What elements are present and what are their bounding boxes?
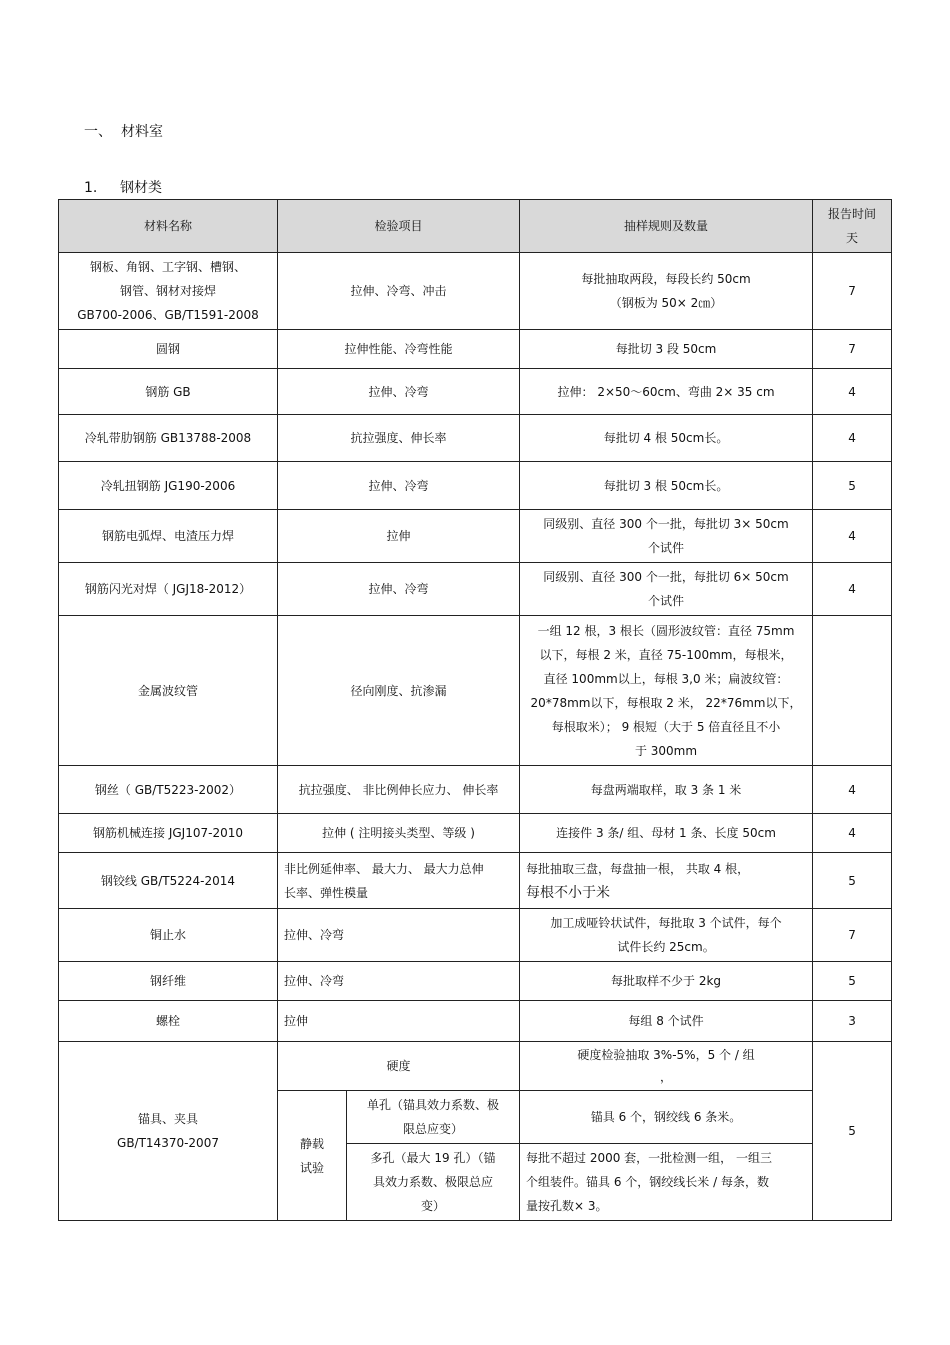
report-days: 5 bbox=[813, 462, 892, 510]
table-row bbox=[59, 415, 892, 462]
sampling-rule: 加工成哑铃状试件，每批取 3 个试件，每个 试件长约 25cm。 bbox=[520, 909, 813, 962]
table-row bbox=[59, 853, 892, 909]
material-name: 钢筋 GB bbox=[59, 369, 278, 415]
header-test: 检验项目 bbox=[278, 200, 520, 253]
test-items: 拉伸、冷弯、冲击 bbox=[278, 253, 520, 330]
subsection-title: 钢材类 bbox=[120, 180, 162, 196]
sampling-rule: 每批切 3 根 50cm长。 bbox=[520, 462, 813, 510]
report-days bbox=[813, 616, 892, 766]
table-row bbox=[59, 1001, 892, 1042]
test-items: 拉伸、冷弯 bbox=[278, 369, 520, 415]
test-items: 拉伸、冷弯 bbox=[278, 962, 520, 1001]
section-heading bbox=[84, 121, 163, 141]
report-days: 4 bbox=[813, 766, 892, 814]
sampling-rule: 每批不超过 2000 套，一批检测一组， 一组三 个组装件。锚具 6 个，钢绞线长米 / 每条，数 量按孔数× 3。 bbox=[520, 1144, 813, 1221]
sampling-rule: 每批切 3 段 50cm bbox=[520, 330, 813, 369]
header-days: 报告时间 天 bbox=[813, 200, 892, 253]
material-name: 钢筋机械连接 JGJ107-2010 bbox=[59, 814, 278, 853]
subsection-heading bbox=[84, 177, 162, 197]
sampling-rule-line: 每根不小于米 bbox=[526, 884, 611, 901]
report-days: 5 bbox=[813, 853, 892, 909]
report-days: 4 bbox=[813, 415, 892, 462]
static-load-test-label: 静载 试验 bbox=[278, 1091, 347, 1221]
table-row bbox=[59, 962, 892, 1001]
test-items: 径向刚度、抗渗漏 bbox=[278, 616, 520, 766]
test-items: 抗拉强度、伸长率 bbox=[278, 415, 520, 462]
material-name: 金属波纹管 bbox=[59, 616, 278, 766]
test-items: 拉伸 bbox=[278, 510, 520, 563]
material-name: 钢纤维 bbox=[59, 962, 278, 1001]
test-items: 拉伸、冷弯 bbox=[278, 563, 520, 616]
material-name: 锚具、夹具 GB/T14370-2007 bbox=[59, 1042, 278, 1221]
material-name: 钢丝（ GB/T5223-2002） bbox=[59, 766, 278, 814]
sampling-rule: 每批取样不少于 2kg bbox=[520, 962, 813, 1001]
table-row bbox=[59, 253, 892, 330]
material-name: 冷轧带肋钢筋 GB13788-2008 bbox=[59, 415, 278, 462]
table-row bbox=[59, 909, 892, 962]
table-header-row bbox=[59, 200, 892, 253]
report-days: 7 bbox=[813, 330, 892, 369]
header-name: 材料名称 bbox=[59, 200, 278, 253]
report-days: 5 bbox=[813, 962, 892, 1001]
table-row-anchor bbox=[59, 1042, 892, 1091]
sampling-rule: 拉伸： 2×50～60cm、弯曲 2× 35 cm bbox=[520, 369, 813, 415]
material-name: 钢筋闪光对焊（ JGJ18-2012） bbox=[59, 563, 278, 616]
material-name: 冷轧扭钢筋 JG190-2006 bbox=[59, 462, 278, 510]
report-days: 4 bbox=[813, 369, 892, 415]
table-row bbox=[59, 766, 892, 814]
report-days: 4 bbox=[813, 510, 892, 563]
table-row bbox=[59, 462, 892, 510]
sampling-rule: 每组 8 个试件 bbox=[520, 1001, 813, 1042]
table-row bbox=[59, 510, 892, 563]
test-items: 拉伸 bbox=[278, 1001, 520, 1042]
test-items: 拉伸 ( 注明接头类型、等级 ) bbox=[278, 814, 520, 853]
material-name: 钢筋电弧焊、电渣压力焊 bbox=[59, 510, 278, 563]
report-days: 7 bbox=[813, 909, 892, 962]
steel-testing-table bbox=[58, 199, 892, 1221]
test-items: 抗拉强度、 非比例伸长应力、 伸长率 bbox=[278, 766, 520, 814]
sampling-rule: 锚具 6 个，钢绞线 6 条米。 bbox=[520, 1091, 813, 1144]
section-number: 一、 bbox=[84, 124, 112, 140]
report-days: 4 bbox=[813, 563, 892, 616]
sampling-rule: 每盘两端取样，取 3 条 1 米 bbox=[520, 766, 813, 814]
table-row bbox=[59, 616, 892, 766]
report-days: 4 bbox=[813, 814, 892, 853]
sampling-rule-line: 每批抽取三盘，每盘抽一根， 共取 4 根， bbox=[526, 861, 750, 876]
material-name: 钢铰线 GB/T5224-2014 bbox=[59, 853, 278, 909]
test-items: 多孔（最大 19 孔）（锚 具效力系数、极限总应 变） bbox=[347, 1144, 520, 1221]
test-items: 拉伸、冷弯 bbox=[278, 909, 520, 962]
subsection-number: 1. bbox=[84, 180, 98, 196]
sampling-rule: 同级别、直径 300 个一批，每批切 6× 50cm 个试件 bbox=[520, 563, 813, 616]
table-row bbox=[59, 330, 892, 369]
report-days: 7 bbox=[813, 253, 892, 330]
sampling-rule: 连接件 3 条/ 组、母材 1 条、长度 50cm bbox=[520, 814, 813, 853]
table-row bbox=[59, 814, 892, 853]
sampling-rule: 每批切 4 根 50cm长。 bbox=[520, 415, 813, 462]
report-days: 3 bbox=[813, 1001, 892, 1042]
table-row bbox=[59, 369, 892, 415]
sampling-rule: 硬度检验抽取 3%-5%，5 个 / 组 ， bbox=[520, 1042, 813, 1091]
sampling-rule: 同级别、直径 300 个一批，每批切 3× 50cm 个试件 bbox=[520, 510, 813, 563]
test-items: 拉伸、冷弯 bbox=[278, 462, 520, 510]
test-items: 非比例延伸率、 最大力、 最大力总伸 长率、弹性模量 bbox=[278, 853, 520, 909]
table-row bbox=[59, 563, 892, 616]
material-name: 圆钢 bbox=[59, 330, 278, 369]
material-name: 螺栓 bbox=[59, 1001, 278, 1042]
header-sampling: 抽样规则及数量 bbox=[520, 200, 813, 253]
sampling-rule: 一组 12 根，3 根长（圆形波纹管：直径 75mm 以下，每根 2 米，直径 75-100mm，每根米， 直径 100mm以上，每根 3,0 米；扁波纹管： 20*78mm以下，每根取 2 米， 22*76mm以下， 每根取米）； 9 根短（大于 5 倍直径且不小 于 300mm bbox=[520, 616, 813, 766]
material-name: 钢板、角钢、工字钢、槽钢、 钢管、钢材对接焊 GB700-2006、GB/T1591-2008 bbox=[59, 253, 278, 330]
sampling-rule: 每批抽取两段，每段长约 50cm （钢板为 50× 2㎝） bbox=[520, 253, 813, 330]
report-days: 5 bbox=[813, 1042, 892, 1221]
test-items: 拉伸性能、冷弯性能 bbox=[278, 330, 520, 369]
sampling-rule bbox=[520, 853, 813, 909]
section-title: 材料室 bbox=[121, 124, 163, 140]
test-items: 硬度 bbox=[278, 1042, 520, 1091]
test-items: 单孔（锚具效力系数、极 限总应变） bbox=[347, 1091, 520, 1144]
material-name: 铜止水 bbox=[59, 909, 278, 962]
